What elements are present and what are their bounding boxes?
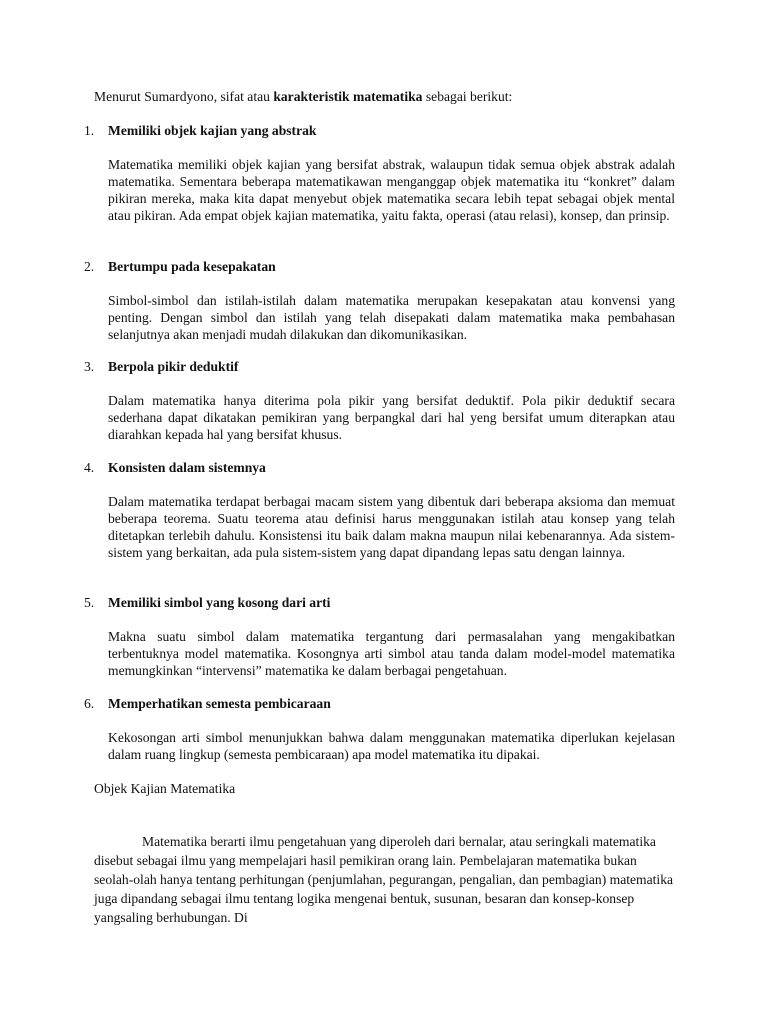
list-item-heading: [84, 459, 684, 476]
list-item-number: 3.: [84, 359, 95, 374]
list-item-number: 4.: [84, 460, 95, 475]
list-item-body: Kekosongan arti simbol menunjukkan bahwa dalam menggunakan matematika diperlukan kejelasan dalam ruang lingkup (semesta pembicaraan) apa model matematika itu dipakai.: [108, 730, 675, 762]
paragraph-text: Matematika berarti ilmu pengetahuan yang diperoleh dari bernalar, atau seringkali matematika disebut sebagai ilmu yang mempelajari hasil pemikiran orang lain. Pembelajaran matematika bukan seolah-olah hanya tentang perhitungan (penjumlahan, pegurangan, pengalian, dan pembagian) matematika juga dipandang sebagai ilmu tentang logika mengenai bentuk, susunan, besaran dan konsep-konsep yangsaling berhubungan. Di: [94, 834, 674, 925]
list-item-heading: [84, 258, 684, 275]
section-title: Objek Kajian Matematika: [94, 781, 236, 796]
list-item-title: Konsisten dalam sistemnya: [108, 460, 266, 475]
list-item-heading: [84, 594, 684, 611]
list-item-title: Bertumpu pada kesepakatan: [108, 259, 276, 274]
list-item-title: Memiliki simbol yang kosong dari arti: [108, 595, 331, 610]
list-item-body: Matematika memiliki objek kajian yang bersifat abstrak, walaupun tidak semua objek abstrak adalah matematika. Sementara beberapa matematikawan menganggap objek matematika itu “konkret” dalam pikiran mereka, maka kita dapat menyebut objek matematika secara lebih tepat sebagai objek mental atau pikiran. Ada empat objek kajian matematika, yaitu fakta, operasi (atau relasi), konsep, dan prinsip.: [108, 157, 675, 223]
list-item-body: Simbol-simbol dan istilah-istilah dalam matematika merupakan kesepakatan atau konvensi yang penting. Dengan simbol dan istilah yang telah disepakati dalam matematika maka pembahasan selanjutnya akan menjadi mudah dilakukan dan dikomunikasikan.: [108, 293, 675, 342]
list-item-body: Dalam matematika hanya diterima pola pikir yang bersifat deduktif. Pola pikir deduktif secara sederhana dapat dikatakan pemikiran yang berpangkal dari hal yeng bersifat umum diterapkan atau diarahkan kepada hal yang bersifat khusus.: [108, 393, 675, 442]
list-item-heading: [84, 122, 684, 139]
list-item-heading: [84, 695, 684, 712]
intro-bold-term: karakteristik matematika: [273, 89, 423, 104]
list-item-number: 2.: [84, 259, 95, 274]
list-item-title: Memperhatikan semesta pembicaraan: [108, 696, 331, 711]
list-item-number: 5.: [84, 595, 95, 610]
list-item-heading: [84, 358, 684, 375]
list-item-number: 6.: [84, 696, 95, 711]
list-item-title: Berpola pikir deduktif: [108, 359, 239, 374]
list-item-body: Makna suatu simbol dalam matematika tergantung dari permasalahan yang mengakibatkan terbentuknya model matematika. Kosongnya arti simbol atau tanda dalam model-model matematika memungkinkan “intervensi” matematika ke dalam berbagai pengetahuan.: [108, 629, 675, 678]
list-item-body: Dalam matematika terdapat berbagai macam sistem yang dibentuk dari beberapa aksioma dan memuat beberapa teorema. Suatu teorema atau definisi harus menggunakan istilah atau konsep yang telah ditetapkan terlebih dahulu. Konsistensi itu baik dalam makna maupun nilai kebenarannya. Ada sistem-sistem yang berkaitan, ada pula sistem-sistem yang dapat dipandang lepas satu dengan lainnya.: [108, 494, 675, 560]
list-item-title: Memiliki objek kajian yang abstrak: [108, 123, 317, 138]
intro-sentence: [94, 88, 694, 105]
intro-text-before: Menurut Sumardyono, sifat atau: [94, 89, 274, 104]
intro-text-after: sebagai berikut:: [422, 89, 513, 104]
list-item-number: 1.: [84, 123, 95, 138]
body-paragraph: [94, 832, 674, 927]
